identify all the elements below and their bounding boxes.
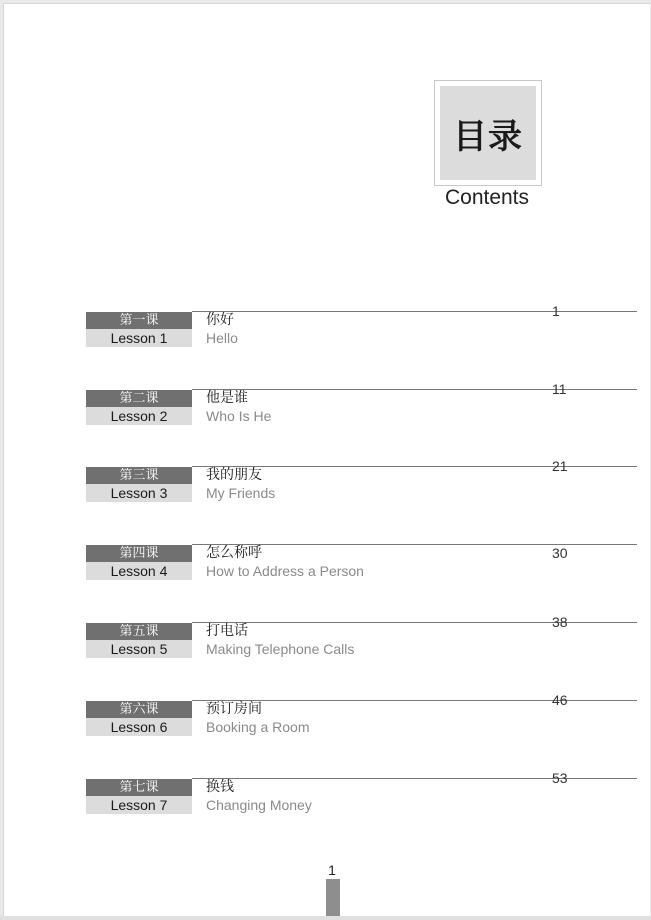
lesson-label-cn: 第一课 — [86, 312, 192, 329]
page-number[interactable]: 53 — [552, 770, 568, 786]
lesson-title-en[interactable]: Changing Money — [206, 797, 312, 813]
page-number[interactable]: 21 — [552, 458, 568, 474]
lesson-title-cn[interactable]: 预订房间 — [206, 701, 262, 717]
lesson-label-en: Lesson 6 — [86, 718, 192, 736]
page-bottom-edge — [0, 916, 651, 920]
lesson-label-en: Lesson 2 — [86, 407, 192, 425]
lesson-title-cn[interactable]: 怎么称呼 — [206, 545, 262, 561]
lesson-label-cn: 第二课 — [86, 390, 192, 407]
toc-entry-7[interactable] — [86, 770, 646, 818]
page-number[interactable]: 11 — [552, 381, 567, 397]
lesson-label-cn: 第四课 — [86, 545, 192, 562]
lesson-title-cn[interactable]: 我的朋友 — [206, 467, 262, 483]
lesson-title-en[interactable]: How to Address a Person — [206, 563, 364, 579]
page-number[interactable]: 30 — [552, 545, 568, 561]
page-number[interactable]: 38 — [552, 614, 568, 630]
footer-page-tab — [326, 879, 340, 916]
lesson-title-en[interactable]: Hello — [206, 330, 238, 346]
toc-entry-4[interactable] — [86, 544, 646, 584]
lesson-label-en: Lesson 3 — [86, 484, 192, 502]
contents-title-cn: 目录 — [440, 86, 536, 180]
page-number[interactable]: 1 — [552, 303, 560, 319]
lesson-label-cn: 第七课 — [86, 779, 192, 796]
toc-entry-1[interactable] — [86, 303, 646, 351]
lesson-label-en: Lesson 5 — [86, 640, 192, 658]
lesson-title-cn[interactable]: 打电话 — [206, 623, 248, 639]
lesson-label-cn: 第六课 — [86, 701, 192, 718]
toc-entry-2[interactable] — [86, 381, 646, 429]
lesson-title-en[interactable]: Making Telephone Calls — [206, 641, 355, 657]
lesson-title-en[interactable]: Booking a Room — [206, 719, 310, 735]
contents-title-box — [434, 80, 542, 186]
toc-entry-3[interactable] — [86, 458, 646, 506]
lesson-title-cn[interactable]: 换钱 — [206, 779, 234, 795]
toc-entry-6[interactable] — [86, 692, 646, 740]
lesson-title-en[interactable]: Who Is He — [206, 408, 272, 424]
lesson-label-en: Lesson 7 — [86, 796, 192, 814]
lesson-label-en: Lesson 1 — [86, 329, 192, 347]
lesson-label-en: Lesson 4 — [86, 562, 192, 580]
lesson-title-cn[interactable]: 你好 — [206, 312, 234, 328]
page-number[interactable]: 46 — [552, 692, 568, 708]
lesson-title-cn[interactable]: 他是谁 — [206, 390, 248, 406]
lesson-label-cn: 第五课 — [86, 623, 192, 640]
lesson-title-en[interactable]: My Friends — [206, 485, 276, 501]
lesson-label-cn: 第三课 — [86, 467, 192, 484]
toc-entry-5[interactable] — [86, 614, 646, 662]
contents-title-en: Contents — [444, 186, 530, 209]
footer-page-number: 1 — [328, 862, 336, 878]
